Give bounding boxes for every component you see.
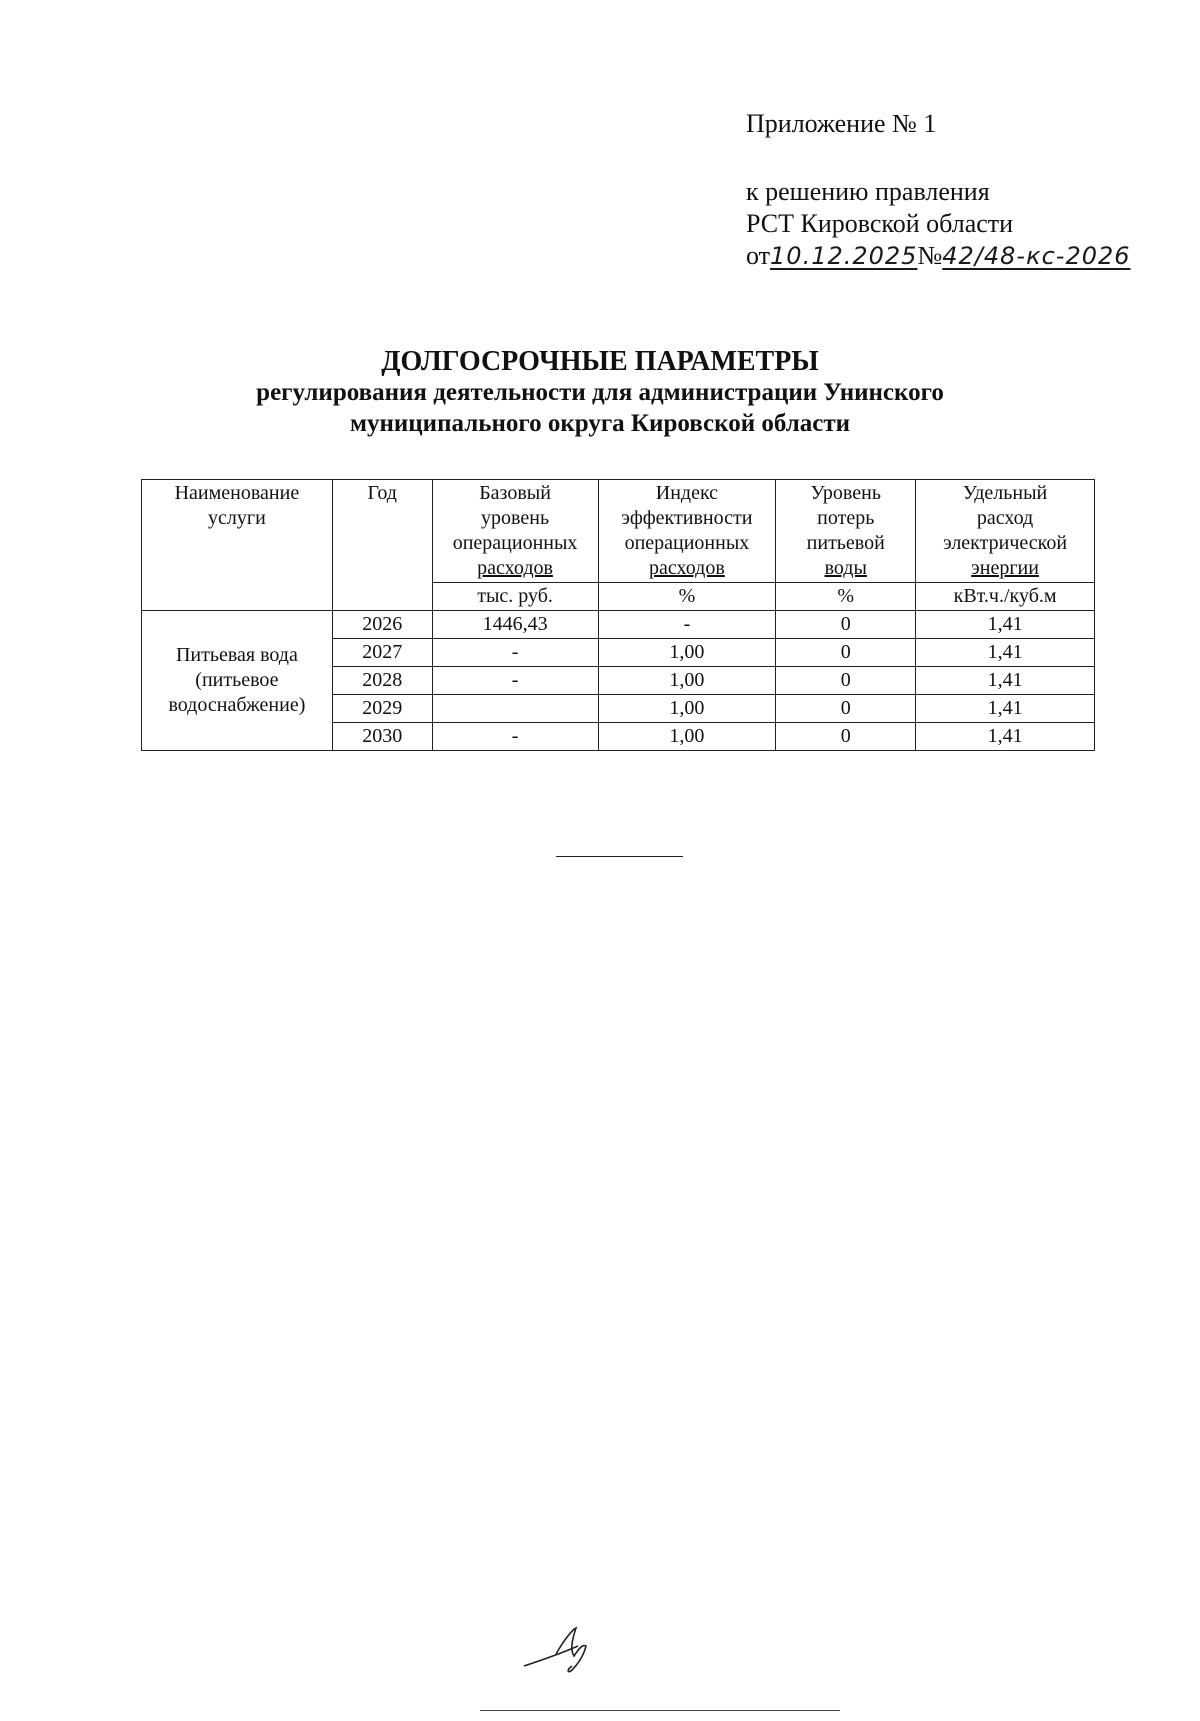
cell-base <box>432 695 598 723</box>
cell-year: 2027 <box>332 639 432 667</box>
appendix-line-1: к решению правления <box>746 177 990 206</box>
header-water-loss: Уровень потерь питьевой воды <box>776 480 916 583</box>
appendix-title: Приложение № 1 <box>746 109 937 138</box>
end-separator <box>556 856 683 857</box>
parameters-table <box>141 479 1095 751</box>
cell-base: - <box>432 723 598 751</box>
cell-loss: 0 <box>776 611 916 639</box>
header-year: Год <box>332 480 432 611</box>
cell-energy: 1,41 <box>916 639 1095 667</box>
cell-loss: 0 <box>776 723 916 751</box>
footer-line <box>480 1710 840 1711</box>
document-title: ДОЛГОСРОЧНЫЕ ПАРАМЕТРЫ <box>381 346 819 377</box>
document-heading <box>0 346 1200 439</box>
header-efficiency-index: Индекс эффективности операционных расходов <box>598 480 776 583</box>
unit-base: тыс. руб. <box>432 583 598 611</box>
cell-index: 1,00 <box>598 695 776 723</box>
cell-loss: 0 <box>776 639 916 667</box>
decision-number: 42/48-кс-2026 <box>942 242 1131 270</box>
cell-index: - <box>598 611 776 639</box>
header-service: Наименование услуги <box>142 480 333 611</box>
unit-loss: % <box>776 583 916 611</box>
cell-energy: 1,41 <box>916 695 1095 723</box>
cell-energy: 1,41 <box>916 667 1095 695</box>
document-subtitle-2: муниципального округа Кировской области <box>349 410 851 437</box>
header-energy-consumption: Удельный расход электрической энергии <box>916 480 1095 583</box>
cell-index: 1,00 <box>598 723 776 751</box>
cell-year: 2029 <box>332 695 432 723</box>
unit-index: % <box>598 583 776 611</box>
cell-loss: 0 <box>776 695 916 723</box>
signature-icon <box>520 1620 610 1680</box>
date-prefix: от <box>746 241 771 270</box>
cell-base: - <box>432 639 598 667</box>
header-base-opex: Базовый уровень операционных расходов <box>432 480 598 583</box>
unit-energy: кВт.ч./куб.м <box>916 583 1095 611</box>
service-name: Питьевая вода (питьевое водоснабжение) <box>142 611 333 751</box>
cell-index: 1,00 <box>598 667 776 695</box>
table-row <box>142 611 1095 639</box>
appendix-date-line <box>746 240 1131 272</box>
cell-loss: 0 <box>776 667 916 695</box>
cell-base: 1446,43 <box>432 611 598 639</box>
cell-energy: 1,41 <box>916 723 1095 751</box>
cell-year: 2030 <box>332 723 432 751</box>
number-prefix: № <box>917 241 943 270</box>
cell-year: 2028 <box>332 667 432 695</box>
appendix-line-2: РСТ Кировской области <box>746 209 1014 238</box>
cell-energy: 1,41 <box>916 611 1095 639</box>
cell-base: - <box>432 667 598 695</box>
table-header-row <box>142 480 1095 583</box>
appendix-block <box>746 108 1131 272</box>
cell-year: 2026 <box>332 611 432 639</box>
document-subtitle-1: регулирования деятельности для администрации Унинского <box>256 379 944 406</box>
decision-date: 10.12.2025 <box>770 242 918 270</box>
cell-index: 1,00 <box>598 639 776 667</box>
